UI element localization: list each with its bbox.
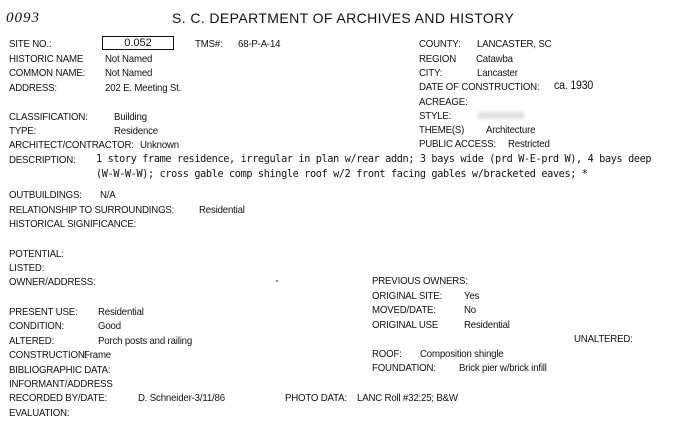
recorded-by-label: RECORDED BY/DATE: bbox=[9, 392, 108, 404]
architect-value: Unknown bbox=[140, 139, 179, 151]
original-site-label: ORIGINAL SITE: bbox=[372, 290, 443, 302]
foundation-label: FOUNDATION: bbox=[372, 362, 436, 374]
unaltered-label: UNALTERED: bbox=[574, 333, 633, 345]
date-of-construction-value: ca. 1930 bbox=[554, 80, 594, 92]
date-of-construction-label: DATE OF CONSTRUCTION: bbox=[419, 81, 540, 93]
address-label: ADDRESS: bbox=[9, 82, 57, 94]
photo-data-label: PHOTO DATA: bbox=[285, 392, 347, 404]
original-use-value: Residential bbox=[464, 319, 510, 331]
recorded-by-value: D. Schneider-3/11/86 bbox=[138, 392, 225, 404]
foundation-value: Brick pier w/brick infill bbox=[459, 362, 547, 374]
informant-address-label: INFORMANT/ADDRESS bbox=[9, 378, 113, 390]
photo-data-value: LANC Roll #32:25; B&W bbox=[357, 392, 458, 404]
bibliographic-data-label: BIBLIOGRAPHIC DATA: bbox=[9, 364, 111, 376]
roof-value: Composition shingle bbox=[420, 348, 504, 360]
original-site-value: Yes bbox=[464, 290, 480, 302]
moved-date-label: MOVED/DATE: bbox=[372, 304, 436, 316]
site-no-box bbox=[102, 36, 174, 50]
public-access-label: PUBLIC ACCESS: bbox=[419, 138, 496, 150]
classification-label: CLASSIFICATION: bbox=[9, 111, 88, 123]
public-access-value: Restricted bbox=[508, 138, 550, 150]
historic-name-label: HISTORIC NAME bbox=[9, 53, 84, 65]
moved-date-value: No bbox=[464, 304, 476, 316]
faded-style-mark bbox=[478, 112, 524, 119]
common-name-value: Not Named bbox=[105, 67, 153, 79]
county-value: LANCASTER, SC bbox=[477, 38, 552, 50]
page-title: S. C. DEPARTMENT OF ARCHIVES AND HISTORY bbox=[172, 10, 515, 26]
historic-name-value: Not Named bbox=[105, 53, 153, 65]
site-no-value: 0.052 bbox=[124, 37, 152, 49]
region-label: REGION bbox=[419, 53, 457, 65]
owner-address-label: OWNER/ADDRESS: bbox=[9, 276, 96, 288]
condition-label: CONDITION: bbox=[9, 320, 65, 332]
architect-label: ARCHITECT/CONTRACTOR: bbox=[9, 139, 134, 151]
common-name-label: COMMON NAME: bbox=[9, 67, 86, 79]
style-label: STYLE: bbox=[419, 110, 452, 122]
present-use-value: Residential bbox=[98, 306, 144, 318]
themes-value: Architecture bbox=[486, 124, 536, 136]
speck-mark bbox=[276, 280, 278, 282]
tms-label: TMS#: bbox=[195, 38, 223, 50]
original-use-label: ORIGINAL USE bbox=[372, 319, 439, 331]
description-label: DESCRIPTION: bbox=[9, 154, 76, 166]
description-line-2: (W-W-W-W); cross gable comp shingle roof w/2 front facing gables w/bracketed eaves; * bbox=[96, 169, 588, 180]
construction-value: Frame bbox=[84, 349, 111, 361]
roof-label: ROOF: bbox=[372, 348, 402, 360]
city-label: CITY: bbox=[419, 67, 443, 79]
altered-value: Porch posts and railing bbox=[98, 335, 193, 347]
acreage-label: ACREAGE: bbox=[419, 96, 468, 108]
condition-value: Good bbox=[98, 320, 121, 332]
type-value: Residence bbox=[114, 125, 159, 137]
listed-label: LISTED: bbox=[9, 262, 45, 274]
relationship-value: Residential bbox=[199, 204, 245, 216]
tms-value: 68-P-A-14 bbox=[238, 38, 281, 50]
present-use-label: PRESENT USE: bbox=[9, 306, 78, 318]
previous-owners-label: PREVIOUS OWNERS: bbox=[372, 275, 468, 287]
altered-label: ALTERED: bbox=[9, 335, 55, 347]
historical-significance-label: HISTORICAL SIGNIFICANCE: bbox=[9, 218, 137, 230]
evaluation-label: EVALUATION: bbox=[9, 407, 70, 419]
outbuildings-value: N/A bbox=[100, 189, 116, 201]
city-value: Lancaster bbox=[477, 67, 518, 79]
page-number: 0093 bbox=[6, 10, 40, 26]
site-no-label: SITE NO.: bbox=[9, 38, 52, 50]
address-value: 202 E. Meeting St. bbox=[105, 82, 182, 94]
county-label: COUNTY: bbox=[419, 38, 461, 50]
classification-value: Building bbox=[114, 111, 147, 123]
themes-label: THEME(S) bbox=[419, 124, 465, 136]
type-label: TYPE: bbox=[9, 125, 36, 137]
potential-label: POTENTIAL: bbox=[9, 248, 64, 260]
outbuildings-label: OUTBUILDINGS: bbox=[9, 189, 82, 201]
relationship-label: RELATIONSHIP TO SURROUNDINGS: bbox=[9, 204, 175, 216]
region-value: Catawba bbox=[476, 53, 513, 65]
description-line-1: 1 story frame residence, irregular in plan w/rear addn; 3 bays wide (prd W-E-prd W), 4 bays deep bbox=[96, 154, 652, 165]
construction-label: CONSTRUCTION: bbox=[9, 349, 88, 361]
